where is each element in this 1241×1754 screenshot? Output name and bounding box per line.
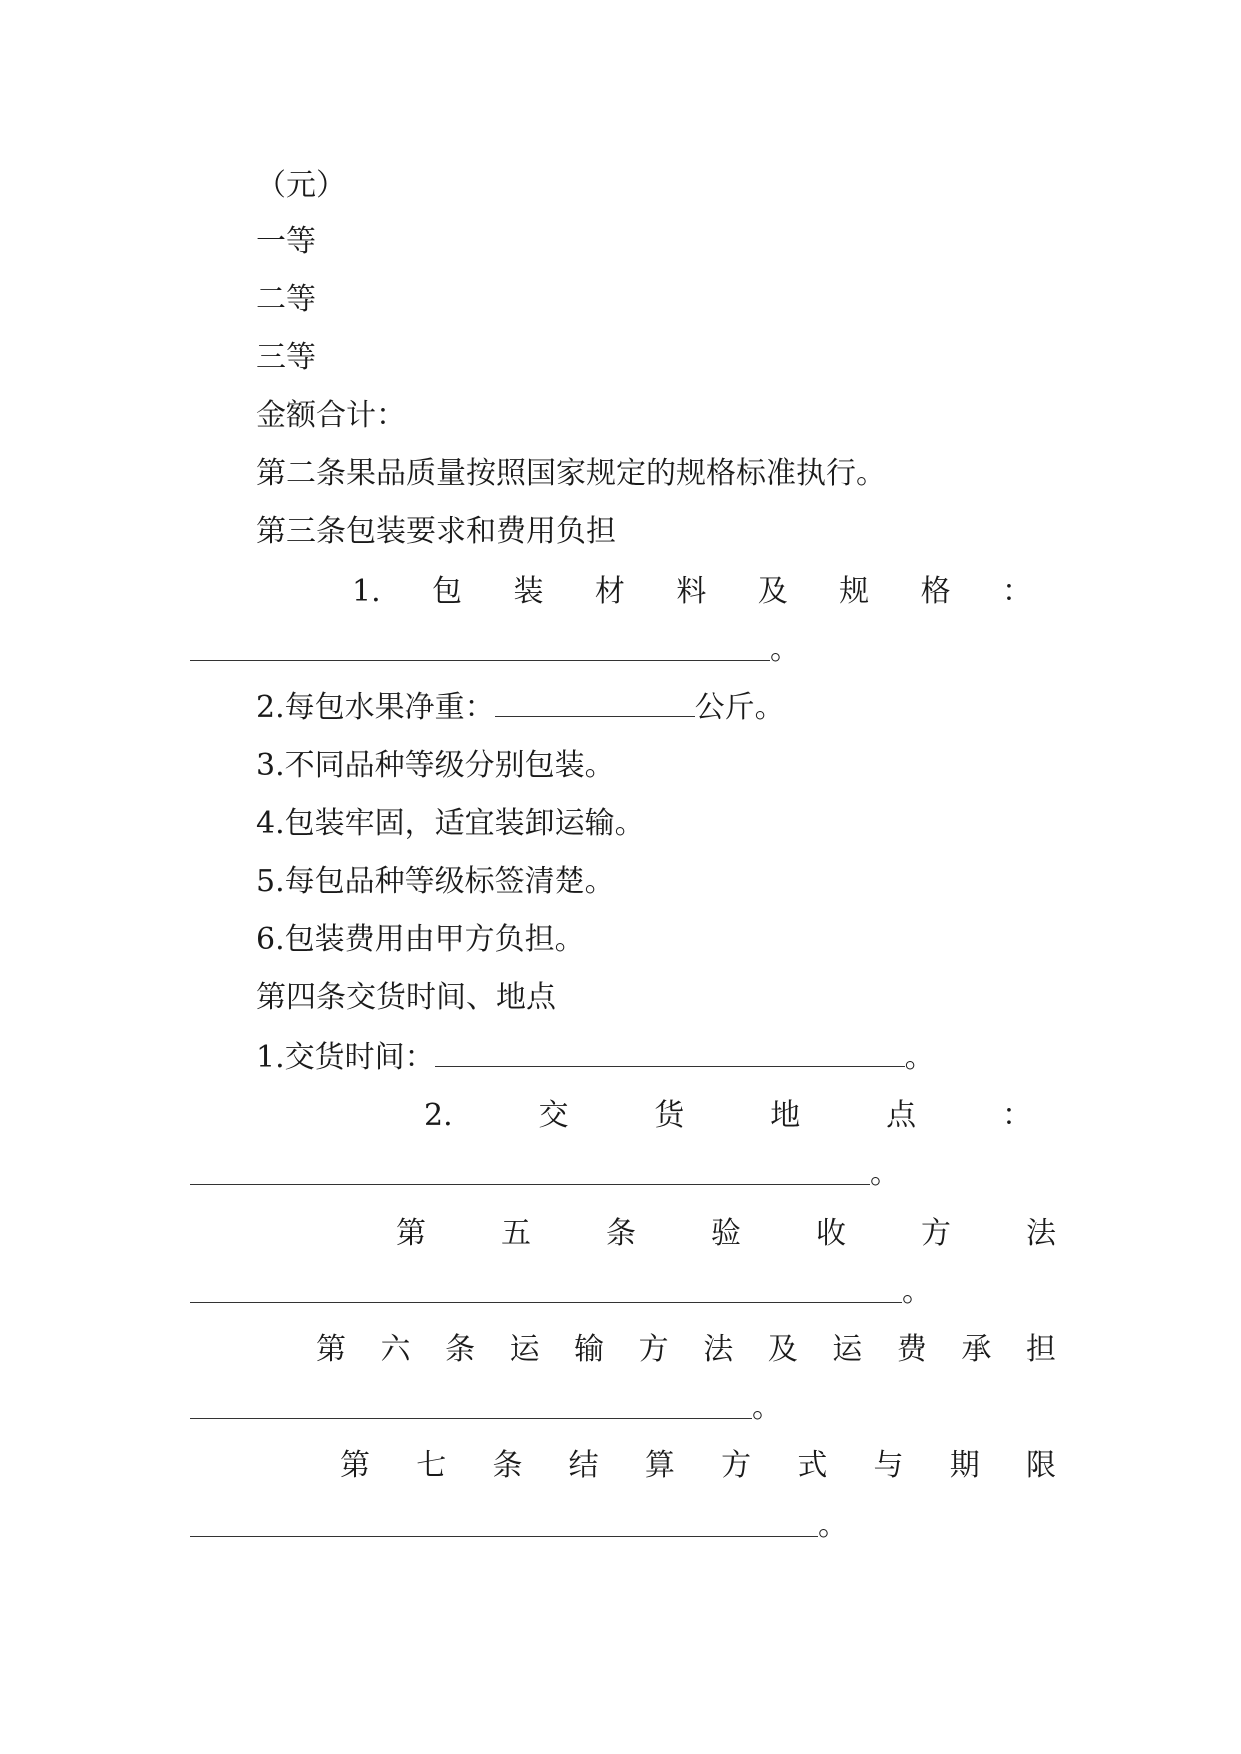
packing-item-5: 5.每包品种等级标签清楚。: [256, 864, 615, 899]
article-7-blank-line: [190, 1506, 848, 1546]
article-2: 第二条果品质量按照国家规定的规格标准执行。: [256, 456, 886, 491]
article-6-char: 条: [445, 1332, 476, 1367]
text-total-amount: 金额合计：: [256, 398, 406, 433]
article-5-char: 法: [1026, 1216, 1056, 1251]
packing-item-1-label: [352, 572, 1032, 612]
packing-item-4: 4.包装牢固，适宜装卸运输。: [256, 806, 645, 841]
article-7-char: 式: [797, 1448, 828, 1483]
period: 。: [752, 1390, 782, 1425]
delivery-item-1-label: 1.交货时间：: [256, 1040, 435, 1075]
article-7-char: 第: [340, 1448, 370, 1483]
article-5-heading: [396, 1214, 1056, 1254]
fill-blank[interactable]: [435, 1040, 905, 1067]
packing-item-1-char: 装: [513, 574, 544, 609]
article-7-char: 算: [644, 1448, 675, 1483]
period: 。: [902, 1274, 932, 1309]
article-6-char: 运: [509, 1332, 540, 1367]
packing-item-1-char: 1.: [352, 574, 381, 609]
article-6-char: 方: [638, 1332, 669, 1367]
packing-item-1-char: 规: [839, 574, 870, 609]
packing-item-2-unit: 公斤。: [694, 690, 785, 725]
period: 。: [904, 1040, 935, 1075]
text-grade-3: 三等: [256, 340, 316, 375]
period: 。: [770, 632, 800, 667]
packing-item-2-label: 2.每包水果净重：: [256, 690, 495, 725]
period: 。: [870, 1156, 900, 1191]
delivery-item-1: [256, 1038, 935, 1078]
article-6-blank-line: [190, 1388, 782, 1428]
fill-blank[interactable]: [190, 1276, 902, 1303]
article-7-char: 限: [1025, 1448, 1056, 1483]
delivery-item-2-char: 交: [538, 1098, 569, 1133]
article-6-char: 承: [961, 1332, 992, 1367]
article-5-char: 第: [396, 1216, 426, 1251]
delivery-item-2-char: ：: [1002, 1098, 1032, 1133]
article-6-char: 六: [380, 1332, 411, 1367]
article-5-blank-line: [190, 1272, 932, 1312]
article-6-char: 及: [767, 1332, 798, 1367]
delivery-item-2-char: 点: [886, 1098, 917, 1133]
article-5-char: 收: [816, 1216, 846, 1251]
fill-blank[interactable]: [495, 690, 695, 717]
packing-item-1-blank-line: [190, 630, 800, 670]
article-5-char: 五: [501, 1216, 531, 1251]
article-7-char: 期: [949, 1448, 980, 1483]
article-6-char: 费: [896, 1332, 927, 1367]
delivery-item-2-char: 地: [770, 1098, 801, 1133]
packing-item-3: 3.不同品种等级分别包装。: [256, 748, 615, 783]
packing-item-1-char: 包: [432, 574, 463, 609]
article-6-heading: [316, 1330, 1056, 1370]
text-yuan: （元）: [256, 168, 346, 203]
article-5-char: 方: [921, 1216, 951, 1251]
delivery-item-2-blank-line: [190, 1154, 900, 1194]
article-6-char: 担: [1025, 1332, 1056, 1367]
text-grade-2: 二等: [256, 282, 316, 317]
article-3-heading: 第三条包装要求和费用负担: [256, 514, 616, 549]
article-7-heading: [340, 1446, 1056, 1486]
article-5-char: 验: [711, 1216, 741, 1251]
article-6-char: 输: [574, 1332, 605, 1367]
article-7-char: 条: [492, 1448, 523, 1483]
packing-item-2: [256, 688, 785, 728]
fill-blank[interactable]: [190, 1392, 752, 1419]
fill-blank[interactable]: [190, 1158, 870, 1185]
packing-item-1-char: 料: [676, 574, 707, 609]
packing-item-1-char: ：: [1002, 574, 1032, 609]
article-6-char: 运: [832, 1332, 863, 1367]
article-6-char: 第: [316, 1332, 346, 1367]
packing-item-1-char: 材: [594, 574, 625, 609]
delivery-item-2-char: 货: [654, 1098, 685, 1133]
article-7-char: 结: [568, 1448, 599, 1483]
period: 。: [818, 1508, 848, 1543]
packing-item-1-char: 格: [920, 574, 951, 609]
delivery-item-2-char: 2.: [424, 1098, 453, 1133]
fill-blank[interactable]: [190, 1510, 818, 1537]
article-6-char: 法: [703, 1332, 734, 1367]
delivery-item-2-label: [424, 1096, 1032, 1136]
article-7-char: 七: [416, 1448, 447, 1483]
article-5-char: 条: [606, 1216, 636, 1251]
article-4-heading: 第四条交货时间、地点: [256, 980, 556, 1015]
fill-blank[interactable]: [190, 634, 770, 661]
article-7-char: 方: [721, 1448, 752, 1483]
packing-item-1-char: 及: [757, 574, 788, 609]
text-grade-1: 一等: [256, 224, 316, 259]
article-7-char: 与: [873, 1448, 904, 1483]
packing-item-6: 6.包装费用由甲方负担。: [256, 922, 585, 957]
